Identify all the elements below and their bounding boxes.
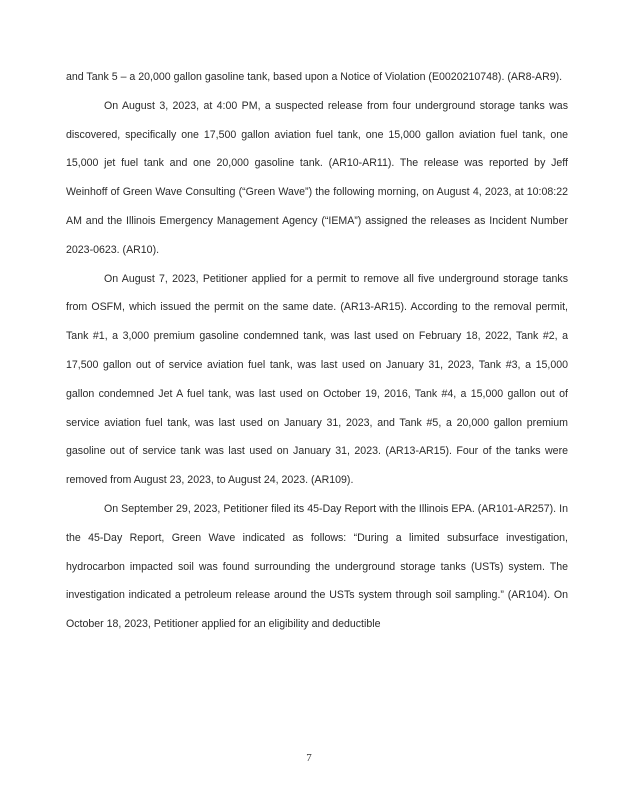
paragraph-continuation: and Tank 5 – a 20,000 gallon gasoline tank, based upon a Notice of Violation (E0020210748). (AR8-AR9). (66, 71, 563, 83)
paragraph-august-7-permit: On August 7, 2023, Petitioner applied for a permit to remove all five underground storage tanks from OSFM, which issued the permit on the same date. (AR13-AR15). According to the removal permit, Tank #1, a 3,000 premium gasoline condemned tank, was last used on February 18, 2022, Tank #2, a 17,500 gallon out of service aviation fuel tank, was last used on January 31, 2023, Tank #3, a 15,000 gallon condemned Jet A fuel tank, was last used on October 19, 2016, Tank #4, a 15,000 gallon out of service aviation fuel tank, was last used on January 31, 2023, and Tank #5, a 20,000 gallon premium gasoline out of service tank was last used on January 31, 2023. (AR13-AR15). Four of the tanks were removed from August 23, 2023, to August 24, 2023. (AR109). (66, 272, 568, 487)
page-number: 7 (306, 752, 312, 764)
paragraph-september-29-report: On September 29, 2023, Petitioner filed its 45-Day Report with the Illinois EPA. (AR101-AR257). In the 45-Day Report, Green Wave indicated as follows: “During a limited subsurface investigation, hydrocarbon impacted soil was found surrounding the underground storage tanks (USTs) system. The investigation indicated a petroleum release around the USTs system through soil sampling.” (AR104). On October 18, 2023, Petitioner applied for an eligibility and deductible (66, 502, 568, 631)
document-body (66, 63, 568, 639)
paragraph-august-3-release: On August 3, 2023, at 4:00 PM, a suspected release from four underground storage tanks was discovered, specifically one 17,500 gallon aviation fuel tank, one 15,000 gallon aviation fuel tank, one 15,000 jet fuel tank and one 20,000 gasoline tank. (AR10-AR11). The release was reported by Jeff Weinhoff of Green Wave Consulting (“Green Wave”) the following morning, on August 4, 2023, at 10:08:22 AM and the Illinois Emergency Management Agency (“IEMA”) assigned the releases as Incident Number 2023-0623. (AR10). (66, 99, 568, 256)
